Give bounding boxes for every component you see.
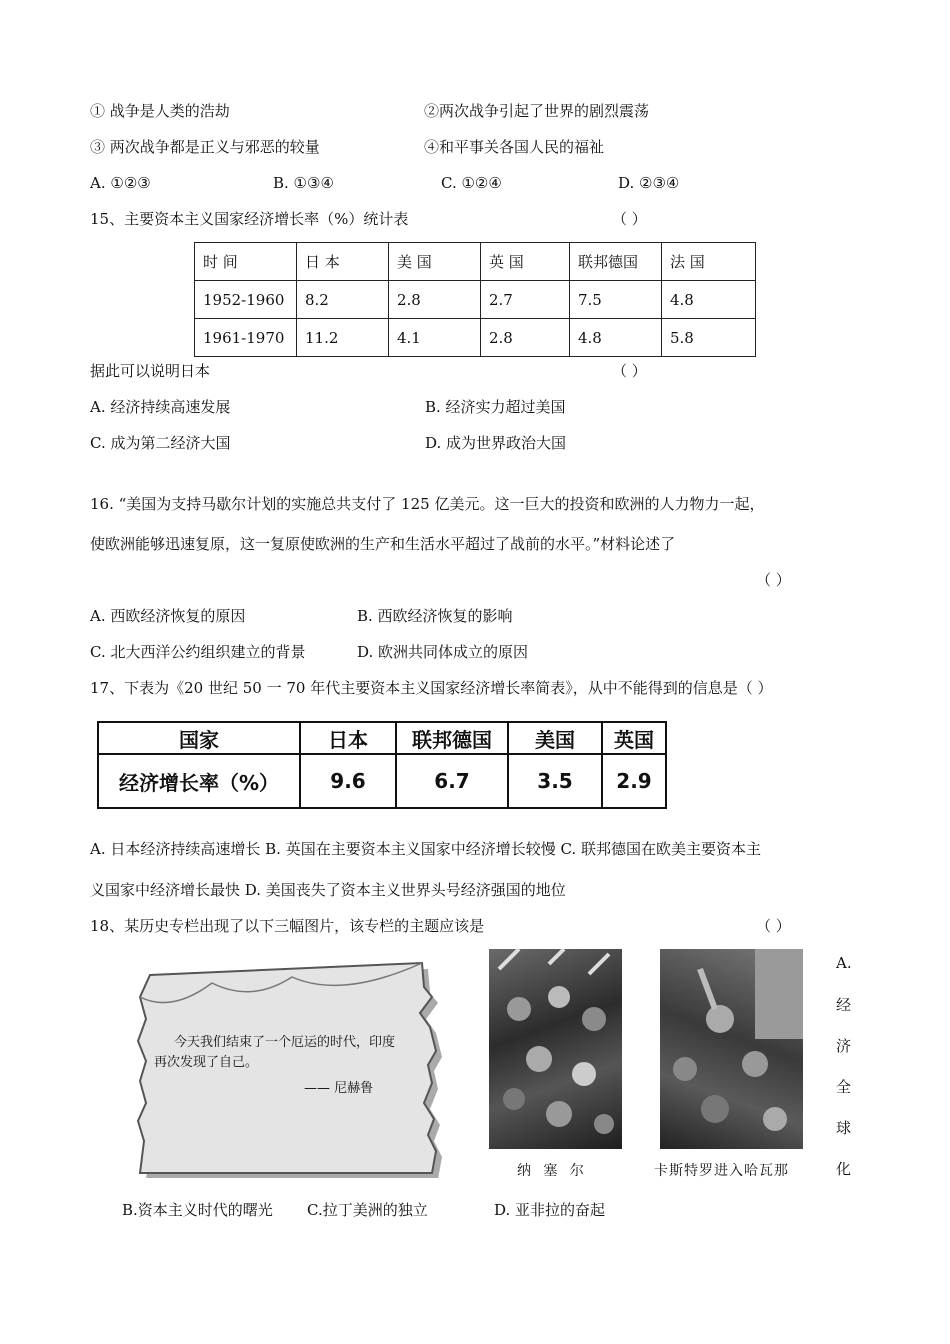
crowd-silhouettes [660, 949, 803, 1149]
table-row [195, 319, 756, 357]
table-header-cell: 时 间 [195, 243, 297, 281]
q15-option-c: C. 成为第二经济大国 [90, 434, 231, 452]
table-header-cell: 法 国 [662, 243, 756, 281]
q17-options-line-2: 义国家中经济增长最快 D. 美国丧失了资本主义世界头号经济强国的地位 [90, 881, 566, 899]
table-header-cell: 美 国 [389, 243, 481, 281]
quote-line-2: 再次发现了自己。 [154, 1055, 259, 1070]
table-cell: 1952-1960 [195, 281, 297, 319]
table-cell: 6.7 [396, 754, 508, 808]
table-cell: 经济增长率（%） [98, 754, 300, 808]
table-cell: 1961-1970 [195, 319, 297, 357]
table-header-cell: 英国 [602, 722, 666, 754]
q14-statement-2: ②两次战争引起了世界的剧烈震荡 [424, 102, 650, 120]
table-cell: 5.8 [662, 319, 756, 357]
q14-statement-4: ④和平事关各国人民的福祉 [424, 138, 605, 156]
q17-options-line-1: A. 日本经济持续高速增长 B. 英国在主要资本主义国家中经济增长较慢 C. 联邦德国在欧美主要资本主 [90, 840, 761, 858]
table-cell: 9.6 [300, 754, 396, 808]
table-cell: 3.5 [508, 754, 602, 808]
quote-line-1: 今天我们结束了一个厄运的时代，印度 [174, 1035, 396, 1050]
nehru-quote-picture [132, 953, 444, 1178]
table-header-cell: 英 国 [481, 243, 570, 281]
q18-option-c: C.拉丁美洲的独立 [307, 1201, 428, 1219]
q15-stem: 15、主要资本主义国家经济增长率（%）统计表 [90, 210, 409, 228]
q15-sub-answer-paren: （ ） [612, 362, 647, 380]
table-row [195, 281, 756, 319]
q16-option-d: D. 欧洲共同体成立的原因 [357, 643, 529, 661]
q14-option-c: C. ①②④ [441, 174, 502, 192]
q18-option-a-char: 济 [836, 1037, 852, 1055]
table-cell: 2.8 [389, 281, 481, 319]
table-header-cell: 联邦德国 [396, 722, 508, 754]
nasser-caption: 纳 塞 尔 [517, 1163, 586, 1179]
q18-answer-paren: （ ） [756, 917, 791, 935]
q16-answer-paren: （ ） [756, 571, 791, 589]
quote-author: —— 尼赫鲁 [304, 1081, 374, 1096]
crowd-silhouettes [489, 949, 622, 1149]
table-header-cell: 日 本 [297, 243, 389, 281]
table-cell: 4.8 [662, 281, 756, 319]
q18-option-b: B.资本主义时代的曙光 [122, 1201, 273, 1219]
q16-option-b: B. 西欧经济恢复的影响 [357, 607, 513, 625]
q14-statement-3: ③ 两次战争都是正义与邪恶的较量 [90, 138, 320, 156]
q14-statement-1: ① 战争是人类的浩劫 [90, 102, 230, 120]
q16-option-a: A. 西欧经济恢复的原因 [90, 607, 246, 625]
table-cell: 2.8 [481, 319, 570, 357]
table-header-cell: 美国 [508, 722, 602, 754]
table-row [195, 243, 756, 281]
q16-stem-line-1: 16. “美国为支持马歇尔计划的实施总共支付了 125 亿美元。这一巨大的投资和欧洲的人力物力一起， [90, 495, 765, 513]
q18-option-a-char: 经 [836, 996, 852, 1014]
table-cell: 7.5 [570, 281, 662, 319]
q16-option-c: C. 北大西洋公约组织建立的背景 [90, 643, 306, 661]
table-cell: 4.1 [389, 319, 481, 357]
q15-sub-stem: 据此可以说明日本 [90, 362, 211, 380]
q18-option-a-char: 化 [836, 1160, 852, 1178]
table-cell: 2.7 [481, 281, 570, 319]
table-header-cell: 联邦德国 [570, 243, 662, 281]
q17-table [97, 721, 667, 809]
nasser-photo [489, 949, 622, 1149]
q15-answer-paren: （ ） [612, 210, 647, 228]
q15-option-d: D. 成为世界政治大国 [425, 434, 567, 452]
q14-option-d: D. ②③④ [618, 174, 680, 192]
table-cell: 2.9 [602, 754, 666, 808]
castro-caption: 卡斯特罗进入哈瓦那 [654, 1163, 789, 1179]
q15-option-a: A. 经济持续高速发展 [90, 398, 231, 416]
q18-option-a-char: A. [836, 954, 852, 972]
castro-photo [660, 949, 803, 1149]
table-header-cell: 国家 [98, 722, 300, 754]
q14-option-a: A. ①②③ [90, 174, 151, 192]
table-cell: 8.2 [297, 281, 389, 319]
q15-table [194, 242, 756, 357]
q17-stem: 17、下表为《20 世纪 50 一 70 年代主要资本主义国家经济增长率简表》，从中不能得到的信息是（ ） [90, 679, 773, 697]
table-header-cell: 日本 [300, 722, 396, 754]
q18-option-a-char: 全 [836, 1078, 852, 1096]
q18-stem: 18、某历史专栏出现了以下三幅图片，该专栏的主题应该是 [90, 917, 485, 935]
q15-option-b: B. 经济实力超过美国 [425, 398, 566, 416]
q18-option-d: D. 亚非拉的奋起 [494, 1201, 606, 1219]
q14-option-b: B. ①③④ [273, 174, 334, 192]
table-cell: 11.2 [297, 319, 389, 357]
q18-option-a-char: 球 [836, 1119, 852, 1137]
table-row [98, 754, 666, 808]
table-cell: 4.8 [570, 319, 662, 357]
table-row [98, 722, 666, 754]
q16-stem-line-2: 使欧洲能够迅速复原，这一复原使欧洲的生产和生活水平超过了战前的水平。”材料论述了 [90, 535, 676, 553]
